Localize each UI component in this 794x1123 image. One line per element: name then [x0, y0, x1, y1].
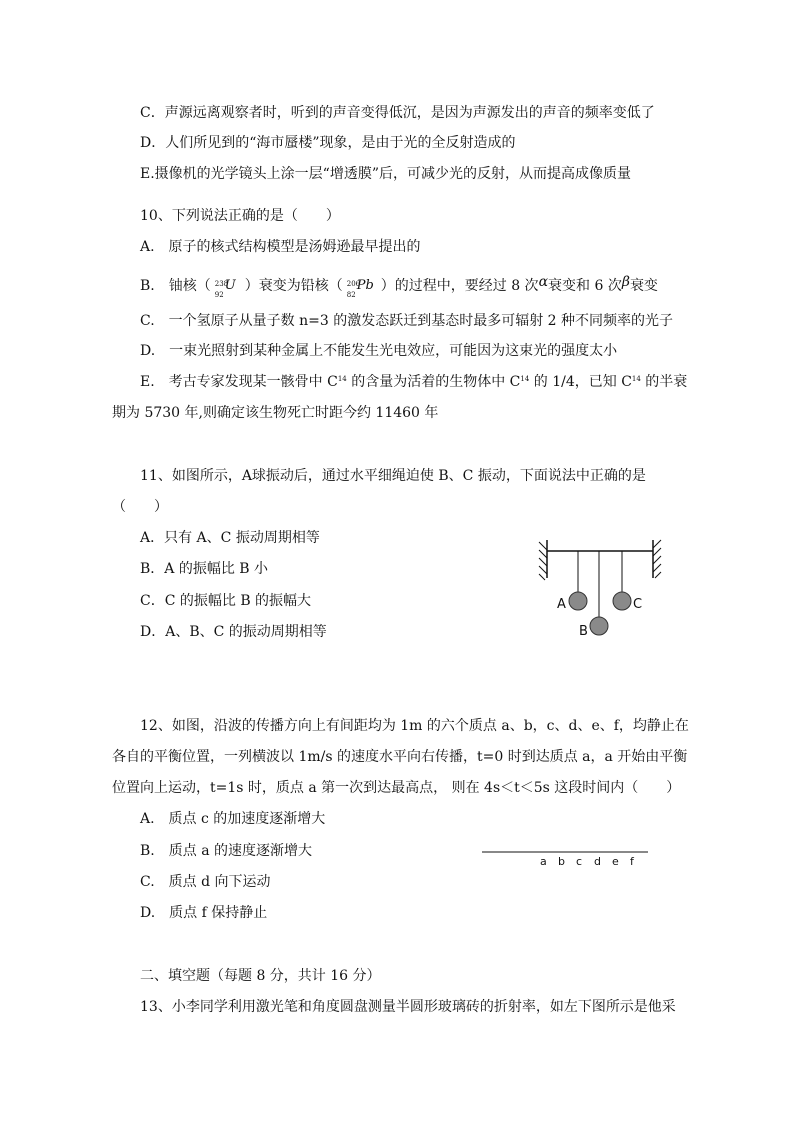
- q11-stem-line2: （ ）: [112, 499, 168, 515]
- q12-stem-line3: 位置向上运动，t=1s 时，质点 a 第一次到达最高点， 则在 4s＜t＜5s 这段时间内（ ）: [112, 780, 681, 796]
- wave-particles-diagram: [480, 846, 652, 868]
- particle-label-e: e: [612, 855, 619, 868]
- q11-option-b: B．A 的振幅比 B 小: [140, 561, 269, 577]
- q9-option-c: C．声源远离观察者时，听到的声音变得低沉，是因为声源发出的声音的频率变低了: [140, 105, 655, 121]
- q10-option-e-line1: E. 考古专家发现某一骸骨中 $C^{14}$ 的含量为活着的生物体中 $C^{14}$ 的 1/4，已知 $C^{14}$ 的半衰: [140, 374, 688, 390]
- q12-option-a: A. 质点 c 的加速度逐渐增大: [140, 811, 326, 827]
- q10-option-b: B. 铀核（ 238 92 U ）衰变为铅核（ 206 82 Pb ）的过程中，要经过 8 次α衰变和 6 次β衰变: [140, 274, 658, 299]
- q10-option-e-line2: 期为 5730 年,则确定该生物死亡时距今约 11460 年: [112, 405, 439, 421]
- particle-label-c: c: [576, 855, 583, 868]
- particle-label-f: f: [630, 855, 634, 868]
- q11-stem-line1: 11、如图所示，A球振动后，通过水平细绳迫使 B、C 振动，下面说法中正确的是: [140, 468, 646, 484]
- section-2-heading: 二、填空题（每题 8 分，共计 16 分）: [140, 968, 381, 984]
- q10-option-d: D. 一束光照射到某种金属上不能发生光电效应，可能因为这束光的强度太小: [140, 343, 618, 359]
- beta-symbol: β: [621, 274, 630, 290]
- q12-option-b: B. 质点 a 的速度逐渐增大: [140, 843, 312, 859]
- ball-a: [569, 592, 587, 610]
- label-a: A: [557, 597, 566, 612]
- label-b: B: [579, 624, 588, 639]
- q12-stem-line2: 各自的平衡位置，一列横波以 1m/s 的速度水平向右传播，t=0 时到达质点 a，a 开始由平衡: [112, 749, 688, 765]
- uranium-nuclide: 238 92 U: [214, 278, 236, 299]
- q13-stem-line1: 13、小李同学利用激光笔和角度圆盘测量半圆形玻璃砖的折射率，如左下图所示是他采: [140, 999, 676, 1015]
- q11-option-c: C．C 的振幅比 B 的振幅大: [140, 593, 312, 609]
- ball-c: [613, 592, 631, 610]
- q11-option-d: D．A、B、C 的振动周期相等: [140, 624, 327, 640]
- alpha-symbol: α: [538, 274, 549, 290]
- q12-option-d: D. 质点 f 保持静止: [140, 905, 268, 921]
- left-wall-hatching: [539, 542, 547, 580]
- label-c: C: [633, 597, 643, 612]
- q10-option-c: C. 一个氢原子从量子数 n=3 的激发态跃迁到基态时最多可辐射 2 种不同频率的光子: [140, 313, 674, 329]
- particle-label-d: d: [594, 855, 601, 868]
- q12-stem-line1: 12、如图，沿波的传播方向上有间距均为 1m 的六个质点 a、b，c、d、e、f，均静止在: [140, 718, 689, 734]
- q9-option-e: E.摄像机的光学镜头上涂一层“增透膜”后，可减少光的反射，从而提高成像质量: [140, 166, 631, 182]
- q12-option-c: C. 质点 d 向下运动: [140, 874, 271, 890]
- lead-nuclide: 206 82 Pb: [346, 278, 374, 299]
- q11-option-a: A．只有 A、C 振动周期相等: [140, 530, 320, 546]
- q10-option-a: A. 原子的核式结构模型是汤姆逊最早提出的: [140, 239, 421, 255]
- particle-label-b: b: [558, 855, 565, 868]
- right-wall-hatching: [653, 540, 661, 578]
- pendulum-diagram: [535, 530, 665, 645]
- q9-option-d: D．人们所见到的“海市蜃楼”现象，是由于光的全反射造成的: [140, 135, 516, 151]
- particle-label-a: a: [540, 855, 547, 868]
- q10-stem: 10、下列说法正确的是（ ）: [140, 208, 340, 224]
- ball-b: [590, 617, 608, 635]
